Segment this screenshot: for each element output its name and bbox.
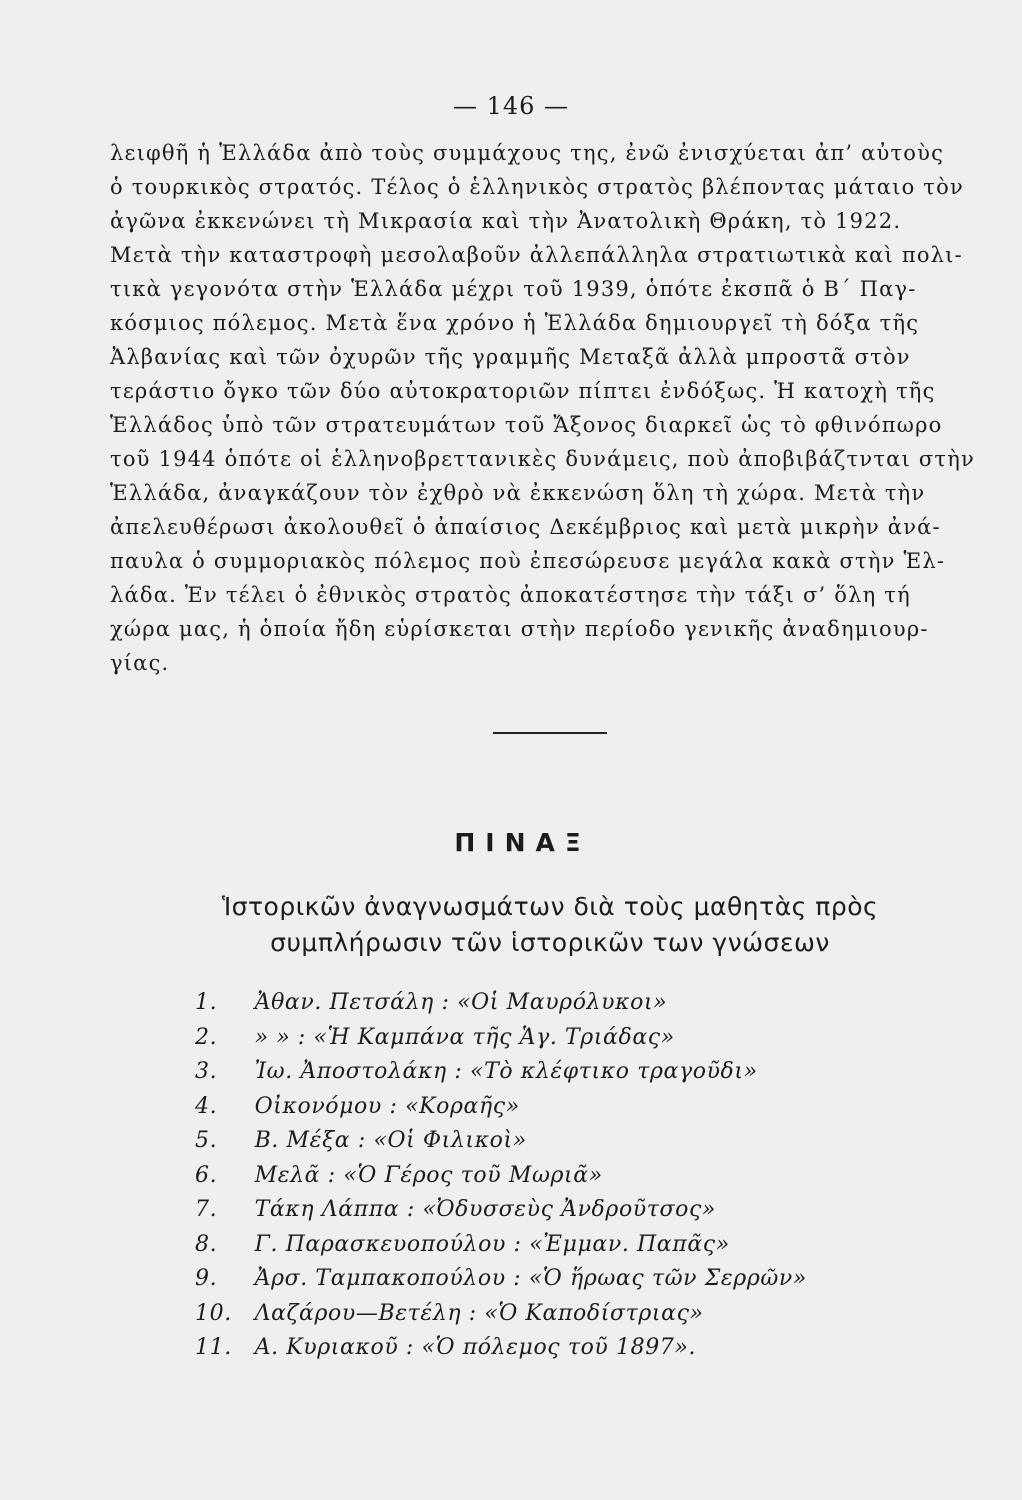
paragraph-line: τικὰ γεγονότα στὴν Ἑλλάδα μέχρι τοῦ 1939, ὁπότε ἐκσπᾶ ὁ Β΄ Παγ- [110, 277, 917, 301]
paragraph-line: γίας. [110, 651, 170, 675]
paragraph-line: ἀγῶνα ἐκκενώνει τὴ Μικρασία καὶ τὴν Ἀνατολικὴ Θράκη, τὸ 1922. [110, 209, 902, 233]
paragraph-line: τεράστιο ὄγκο τῶν δύο αὐτοκρατοριῶν πίπτει ἐνδόξως. Ἡ κατοχὴ τῆς [110, 379, 936, 403]
list-item [195, 1021, 955, 1056]
list-item-number: 7. [195, 1197, 218, 1222]
paragraph-line: Ἑλλάδος ὑπὸ τῶν στρατευμάτων τοῦ Ἄξονος διαρκεῖ ὡς τὸ φθινόπωρο [110, 413, 943, 437]
paragraph-line: χώρα μας, ἡ ὁποία ἤδη εὑρίσκεται στὴν περίοδο γενικῆς ἀναδημιουρ- [110, 617, 929, 641]
paragraph-line: κόσμιος πόλεμος. Μετὰ ἕνα χρόνο ἡ Ἑλλάδα δημιουργεῖ τὴ δόξα τῆς [110, 311, 920, 335]
paragraph-line: τοῦ 1944 ὁπότε οἱ ἑλληνοβρεττανικὲς δυνάμεις, ποὺ ἀποβιβάζτνται στὴν [110, 447, 975, 471]
list-item-author: Λαζάρου—Βετέλη : [254, 1300, 477, 1326]
paragraph-line: Ἀλβανίας καὶ τῶν ὀχυρῶν τῆς γραμμῆς Μεταξᾶ ἀλλὰ μπροστᾶ στὸν [110, 345, 911, 369]
list-item [195, 986, 955, 1021]
list-item [195, 1124, 955, 1159]
section-divider [493, 732, 607, 734]
list-item-author: Β. Μέξα : [254, 1128, 366, 1153]
list-item-title: «Ὀδυσσεὺς Ἀνδροῦτσος» [422, 1197, 716, 1222]
paragraph-line: Μετὰ τὴν καταστροφὴ μεσολαβοῦν ἀλλεπάλληλα στρατιωτικὰ καὶ πολι- [110, 243, 963, 267]
paragraph-line: παυλα ὁ συμμοριακὸς πόλεμος ποὺ ἐπεσώρευσε μεγάλα κακὰ στὴν Ἑλ- [110, 549, 946, 573]
list-item-title: «Ὁ πόλεμος τοῦ 1897». [421, 1335, 697, 1360]
list-item-number: 6. [195, 1162, 218, 1188]
list-item-author: Μελᾶ : [254, 1162, 336, 1188]
list-item-title: «Ἡ Καμπάνα τῆς Ἁγ. Τριάδας» [313, 1024, 675, 1050]
index-subtitle-line-2: συμπλήρωσιν τῶν ἱστορικῶν των γνώσεων [270, 928, 830, 957]
list-item-author: Γ. Παρασκευοπούλου : [254, 1231, 522, 1257]
list-item-title: «Οἱ Φιλικοὶ» [373, 1128, 527, 1153]
list-item-title: «Ἐμμαν. Παπᾶς» [529, 1231, 730, 1257]
list-item-number: 2. [195, 1024, 218, 1050]
list-item-title: «Τὸ κλέφτικο τραγοῦδι» [470, 1059, 758, 1084]
list-item [195, 1055, 955, 1090]
list-item [195, 1193, 955, 1228]
list-item-author: » » : [254, 1024, 306, 1050]
paragraph-line: λάδα. Ἐν τέλει ὁ ἐθνικὸς στρατὸς ἀποκατέστησε τὴν τάξι σ’ ὅλη τή [110, 583, 911, 607]
list-item-title: «Ὁ Γέρος τοῦ Μωριᾶ» [343, 1162, 603, 1188]
paragraph-line: λειφθῆ ἡ Ἑλλάδα ἀπὸ τοὺς συμμάχους της, ἐνῶ ἐνισχύεται ἀπ’ αὐτοὺς [110, 141, 945, 165]
list-item-title: «Ὁ Καποδίστριας» [484, 1300, 704, 1326]
list-item-number: 11. [195, 1335, 232, 1360]
list-item-number: 1. [195, 990, 218, 1015]
list-item-number: 5. [195, 1128, 218, 1153]
list-item-title: «Κοραῆς» [405, 1093, 520, 1119]
history-paragraph [110, 136, 990, 680]
index-title: ΠΙΝΑΞ [454, 828, 591, 857]
list-item-author: Τάκη Λάππα : [254, 1197, 415, 1222]
index-subtitle-line-1: Ἱστορικῶν ἀναγνωσμάτων διὰ τοὺς μαθητὰς πρὸς [221, 892, 879, 921]
list-item-author: Ἰω. Ἀποστολάκη : [254, 1059, 463, 1084]
list-item-number: 10. [195, 1300, 232, 1326]
list-item-number: 4. [195, 1093, 218, 1119]
list-item-title: «Οἱ Μαυρόλυκοι» [457, 990, 668, 1015]
list-item [195, 1159, 955, 1194]
list-item [195, 1297, 955, 1332]
list-item [195, 1090, 955, 1125]
list-item [195, 1262, 955, 1297]
list-item-author: Ἀθαν. Πετσάλη : [254, 990, 450, 1015]
paragraph-line: Ἑλλάδα, ἀναγκάζουν τὸν ἐχθρὸ νὰ ἐκκενώση ὅλη τὴ χώρα. Μετὰ τὴν [110, 481, 926, 505]
list-item-author: Οἰκονόμου : [254, 1093, 398, 1119]
list-item-title: «Ὁ ἥρωας τῶν Σερρῶν» [528, 1266, 807, 1291]
list-item-author: Α. Κυριακοῦ : [254, 1335, 414, 1360]
page-number: — 146 — [452, 92, 570, 120]
list-item-number: 3. [195, 1059, 218, 1084]
list-item [195, 1331, 955, 1366]
list-item-number: 8. [195, 1231, 218, 1257]
list-item-author: Ἀρσ. Ταμπακοπούλου : [254, 1266, 522, 1291]
paragraph-line: ἀπελευθέρωσι ἀκολουθεῖ ὁ ἀπαίσιος Δεκέμβριος καὶ μετὰ μικρὴν ἀνά- [110, 515, 941, 539]
reading-list [195, 986, 955, 1366]
list-item [195, 1228, 955, 1263]
list-item-number: 9. [195, 1266, 218, 1291]
paragraph-line: ὁ τουρκικὸς στρατός. Τέλος ὁ ἑλληνικὸς στρατὸς βλέποντας μάταιο τὸν [110, 175, 964, 199]
